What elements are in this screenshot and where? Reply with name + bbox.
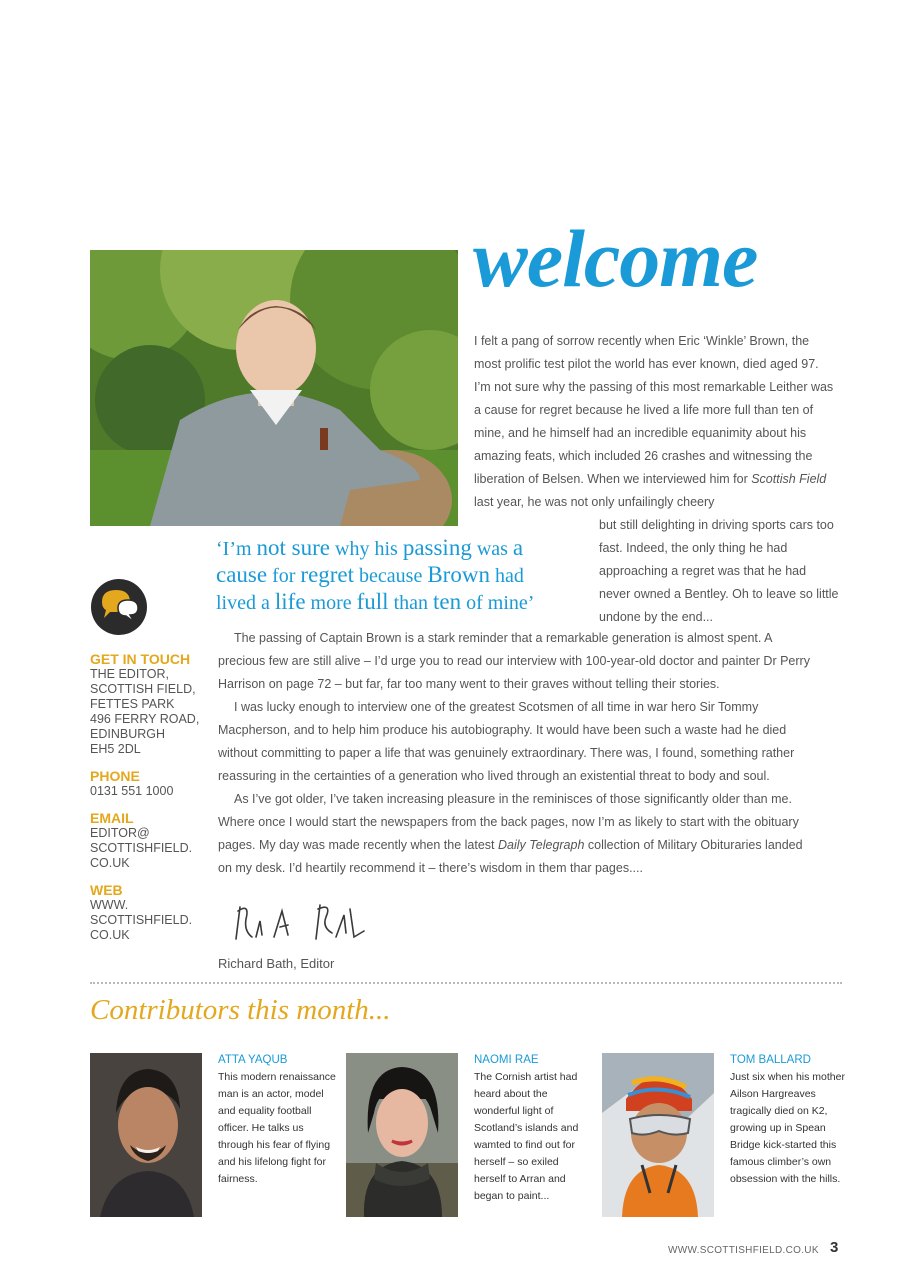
- web-line: CO.UK: [90, 928, 130, 942]
- pq-word: was: [471, 538, 513, 560]
- pq-word: why his: [330, 538, 403, 560]
- contributor-name: ATTA YAQUB: [218, 1054, 288, 1066]
- pq-word: than: [388, 592, 434, 614]
- web-label: WEB: [90, 882, 123, 898]
- web-line: WWW.: [90, 898, 129, 912]
- address-line: EH5 2DL: [90, 742, 141, 756]
- footer-url: WWW.SCOTTISHFIELD.CO.UK: [668, 1245, 819, 1256]
- contributor-card: [474, 1052, 592, 1205]
- pq-word: not sure: [256, 535, 331, 560]
- contributor-card: [730, 1052, 848, 1188]
- contributor-bio: Just six when his mother Ailson Hargreaves tragically died on K2, growing up in Spean Bridge kick-started this famous climber’s own obsession with the hills.: [730, 1071, 845, 1185]
- pq-word: ‘I’m: [216, 538, 257, 560]
- contributor-photo-tom-ballard: [602, 1053, 714, 1217]
- pq-word: passing: [402, 535, 472, 560]
- intro-paragraph-continued: but still delighting in driving sports cars too fast. Indeed, the only thing he had approaching a regret was that he had never owned a Bentley. Oh to leave so little undone by the end...: [599, 518, 839, 624]
- contributor-name: TOM BALLARD: [730, 1054, 811, 1066]
- contributor-bio: The Cornish artist had heard about the wonderful light of Scotland’s islands and wamted to find out for herself – so exiled herself to Arran and began to paint...: [474, 1071, 579, 1202]
- editorial-body: [218, 627, 818, 880]
- editor-signature: [228, 897, 368, 953]
- contact-sidebar: [90, 652, 212, 955]
- pq-word: because: [354, 565, 428, 587]
- pq-word: cause: [216, 562, 268, 587]
- address-line: 496 FERRY ROAD,: [90, 712, 200, 726]
- pq-word: of mine’: [461, 592, 535, 614]
- address-line: EDINBURGH: [90, 727, 166, 741]
- phone-number: 0131 551 1000: [90, 784, 174, 798]
- pq-word: ten: [433, 589, 462, 614]
- contributor-bio: This modern renaissance man is an actor, model and equality football officer. He talks us through his fear of flying and his lifelong fight for fairness.: [218, 1071, 336, 1185]
- pq-word: for: [267, 565, 301, 587]
- contributor-photo-naomi-rae: [346, 1053, 458, 1217]
- pq-word: a: [512, 535, 524, 560]
- page-number: 3: [830, 1239, 839, 1256]
- contributor-name: NAOMI RAE: [474, 1054, 539, 1066]
- dotted-divider: [90, 982, 842, 984]
- address-line: THE EDITOR,: [90, 667, 169, 681]
- newspaper-name: Daily Telegraph: [498, 838, 585, 852]
- get-in-touch-label: GET IN TOUCH: [90, 651, 191, 667]
- address-line: SCOTTISH FIELD,: [90, 682, 196, 696]
- pq-word: life: [274, 589, 306, 614]
- pq-word: more: [305, 592, 357, 614]
- speech-bubble-icon: [90, 578, 148, 636]
- contributor-photo-atta-yaqub: [90, 1053, 202, 1217]
- body-text: collection of Military Obituraries landed on my desk. I’d heartily recommend it – there’s wisdom in them thar pages....: [218, 838, 803, 875]
- email-line: SCOTTISHFIELD.: [90, 841, 193, 855]
- page-title: welcome: [473, 213, 758, 304]
- body-paragraph: The passing of Captain Brown is a stark reminder that a remarkable generation is almost spent. A precious few are still alive – I’d urge you to read our interview with 100-year-old doctor and painter Dr Perry Harrison on page 72 – but far, far too many went to their graves without telling their stories.: [218, 631, 810, 691]
- body-text: As I’ve got older, I’ve taken increasing pleasure in the reminisces of those significantly older than me. Where once I would start the newspapers from the back pages, now I’m as likely to start with the obituary pages. My day was made recently when the latest: [218, 792, 799, 852]
- pull-quote: [216, 535, 586, 616]
- body-paragraph: I was lucky enough to interview one of the greatest Scotsmen of all time in war hero Sir Tommy Macpherson, and to help him produce his autobiography. It would have been such a waste had he died without committing to paper a life that was genuinely extraordinary. There was, I found, something rather reassuring in the certainties of a generation who lived through an existential threat to body and soul.: [218, 700, 795, 783]
- intro-text-1: I felt a pang of sorrow recently when Eric ‘Winkle’ Brown, the most prolific test pilot the world has ever known, died aged 97. I’m not sure why the passing of this most remarkable Leither was a cause for regret because he lived a life more full than ten of mine, and he himself had an incredible equanimity about his amazing feats, which included 26 crashes and witnessing the liberation of Belsen. When we interviewed him for: [474, 334, 834, 486]
- pq-word: lived a: [216, 592, 275, 614]
- pq-word: Brown: [427, 562, 490, 587]
- pq-word: full: [356, 589, 389, 614]
- editor-name: Richard Bath, Editor: [218, 956, 335, 971]
- body-paragraph: [218, 788, 818, 880]
- magazine-name: Scottish Field: [751, 472, 827, 486]
- editor-photo: [90, 250, 458, 526]
- pq-word: had: [489, 565, 524, 587]
- intro-text-2: last year, he was not only unfailingly cheery: [474, 495, 715, 509]
- email-line: CO.UK: [90, 856, 130, 870]
- pq-word: regret: [300, 562, 355, 587]
- web-line: SCOTTISHFIELD.: [90, 913, 193, 927]
- email-label: EMAIL: [90, 810, 134, 826]
- email-line: EDITOR@: [90, 826, 150, 840]
- contributor-card: [218, 1052, 336, 1188]
- address-line: FETTES PARK: [90, 697, 175, 711]
- phone-label: PHONE: [90, 768, 140, 784]
- contributors-heading: Contributors this month...: [90, 994, 391, 1026]
- intro-paragraph: [474, 330, 834, 514]
